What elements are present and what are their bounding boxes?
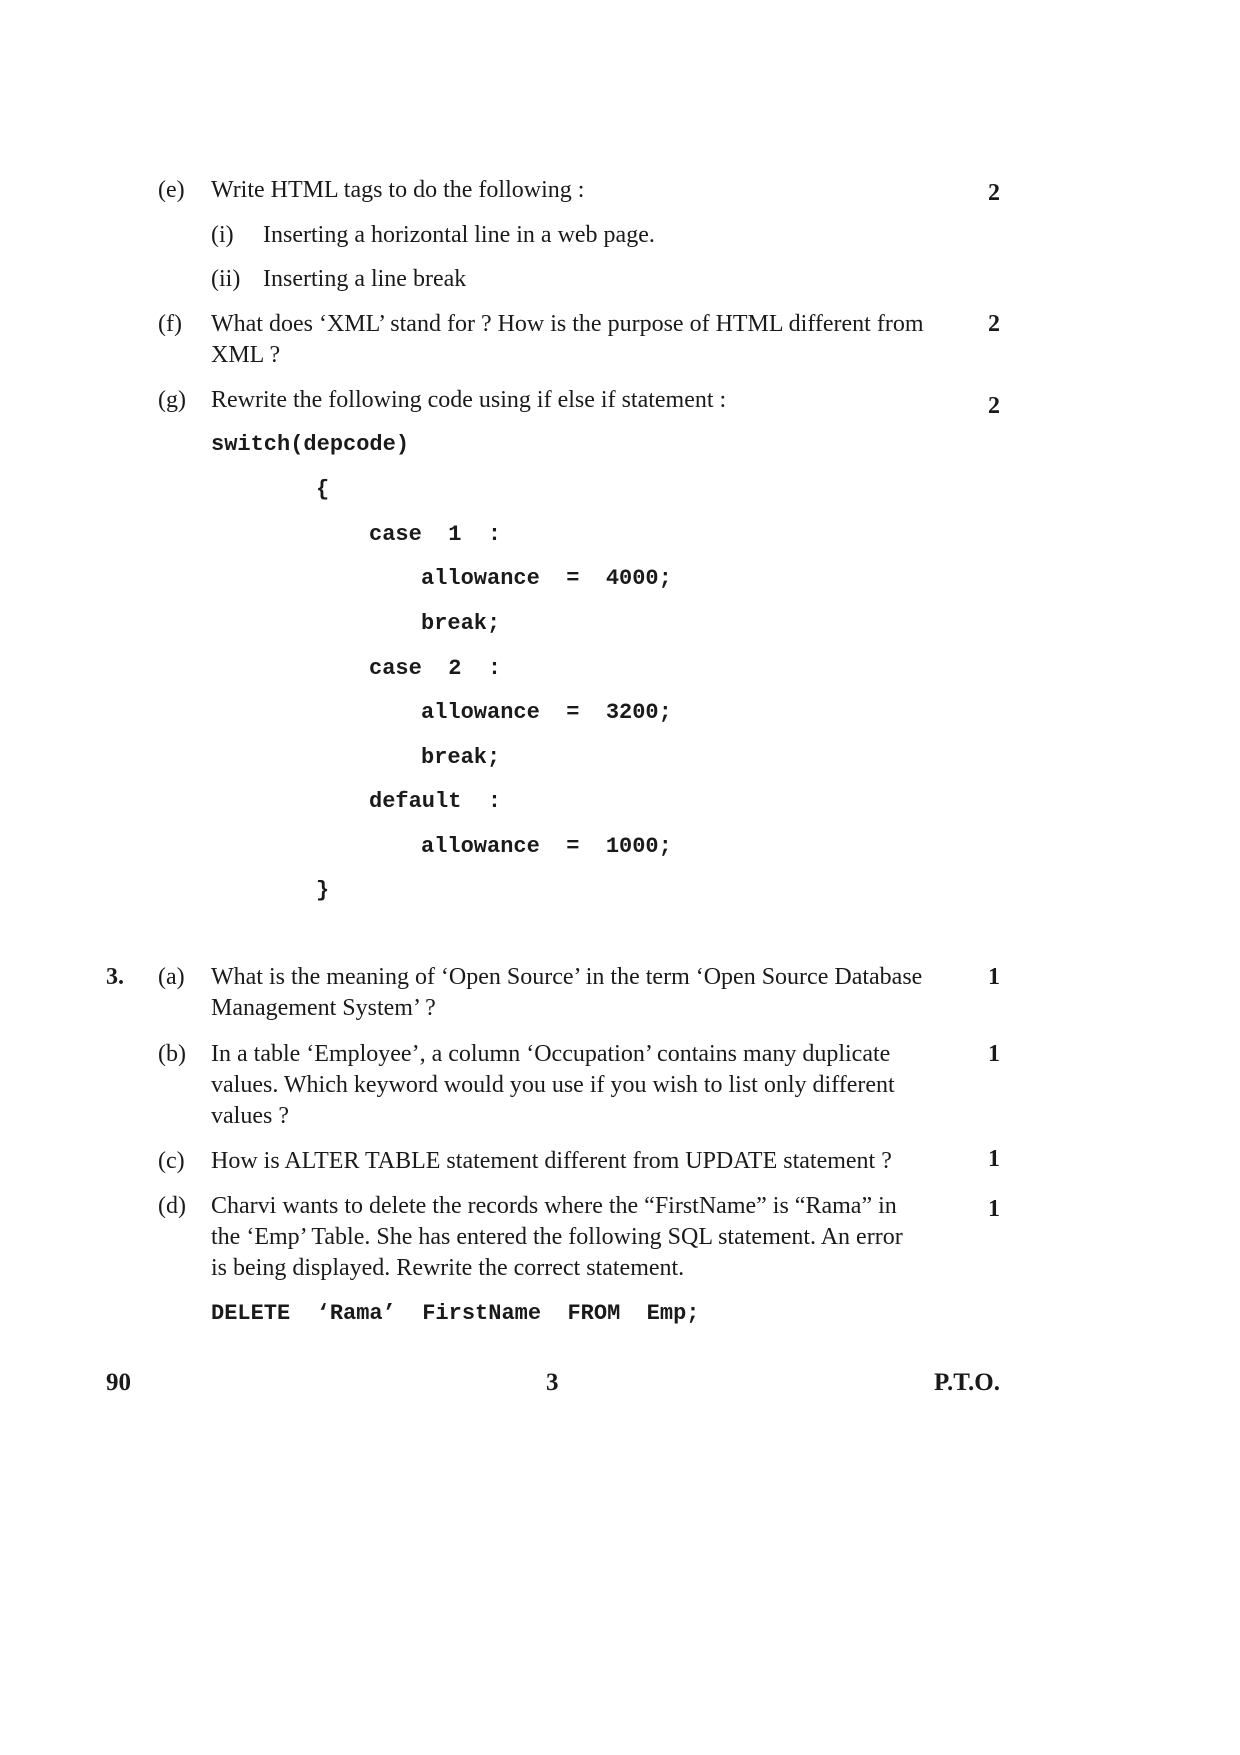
code-line: } xyxy=(316,878,330,903)
question-text-3c: How is ALTER TABLE statement different from UPDATE statement ? xyxy=(211,1148,892,1174)
question-text-3a-line1: What is the meaning of ‘Open Source’ in the term ‘Open Source Database xyxy=(211,964,923,990)
code-line: allowance = 4000; xyxy=(421,566,672,591)
sub-text-e-i: Inserting a horizontal line in a web page. xyxy=(263,222,655,248)
question-number-3: 3. xyxy=(106,964,124,990)
question-text-g: Rewrite the following code using if else if statement : xyxy=(211,387,727,413)
code-line: break; xyxy=(421,745,501,770)
code-line: case 1 : xyxy=(369,522,502,547)
code-line: switch(depcode) xyxy=(211,432,410,457)
marks-3c: 1 xyxy=(988,1146,1000,1172)
marks-e: 2 xyxy=(988,180,1000,206)
code-line: default : xyxy=(369,789,502,814)
please-turn-over: P.T.O. xyxy=(934,1369,1000,1396)
code-line: case 2 : xyxy=(369,656,502,681)
marks-3d: 1 xyxy=(988,1196,1000,1222)
sub-label-e-i: (i) xyxy=(211,222,234,248)
paper-code: 90 xyxy=(106,1369,131,1396)
question-label-3b: (b) xyxy=(158,1041,186,1067)
question-label-3d: (d) xyxy=(158,1193,186,1219)
marks-g: 2 xyxy=(988,393,1000,419)
sql-statement: DELETE ‘Rama’ FirstName FROM Emp; xyxy=(211,1301,700,1326)
question-text-3b-line3: values ? xyxy=(211,1103,289,1129)
question-label-g: (g) xyxy=(158,387,186,413)
marks-f: 2 xyxy=(988,311,1000,337)
sub-text-e-ii: Inserting a line break xyxy=(263,266,467,292)
question-label-e: (e) xyxy=(158,177,185,203)
question-text-3b-line1: In a table ‘Employee’, a column ‘Occupation’ contains many duplicate xyxy=(211,1041,891,1067)
question-text-e: Write HTML tags to do the following : xyxy=(211,177,585,203)
question-text-3d-line2: the ‘Emp’ Table. She has entered the following SQL statement. An error xyxy=(211,1224,903,1250)
code-line: allowance = 1000; xyxy=(421,834,672,859)
code-line: { xyxy=(316,477,330,502)
page-number: 3 xyxy=(546,1369,559,1396)
marks-3b: 1 xyxy=(988,1041,1000,1067)
question-text-3a-line2: Management System’ ? xyxy=(211,995,436,1021)
question-label-3c: (c) xyxy=(158,1148,185,1174)
question-text-f-line2: XML ? xyxy=(211,342,281,368)
code-line: allowance = 3200; xyxy=(421,700,672,725)
question-text-f-line1: What does ‘XML’ stand for ? How is the purpose of HTML different from xyxy=(211,311,924,337)
question-text-3b-line2: values. Which keyword would you use if you wish to list only different xyxy=(211,1072,895,1098)
question-label-f: (f) xyxy=(158,311,182,337)
question-text-3d-line3: is being displayed. Rewrite the correct statement. xyxy=(211,1255,685,1281)
sub-label-e-ii: (ii) xyxy=(211,266,241,292)
question-label-3a: (a) xyxy=(158,964,185,990)
code-line: break; xyxy=(421,611,501,636)
question-text-3d-line1: Charvi wants to delete the records where the “FirstName” is “Rama” in xyxy=(211,1193,897,1219)
marks-3a: 1 xyxy=(988,964,1000,990)
